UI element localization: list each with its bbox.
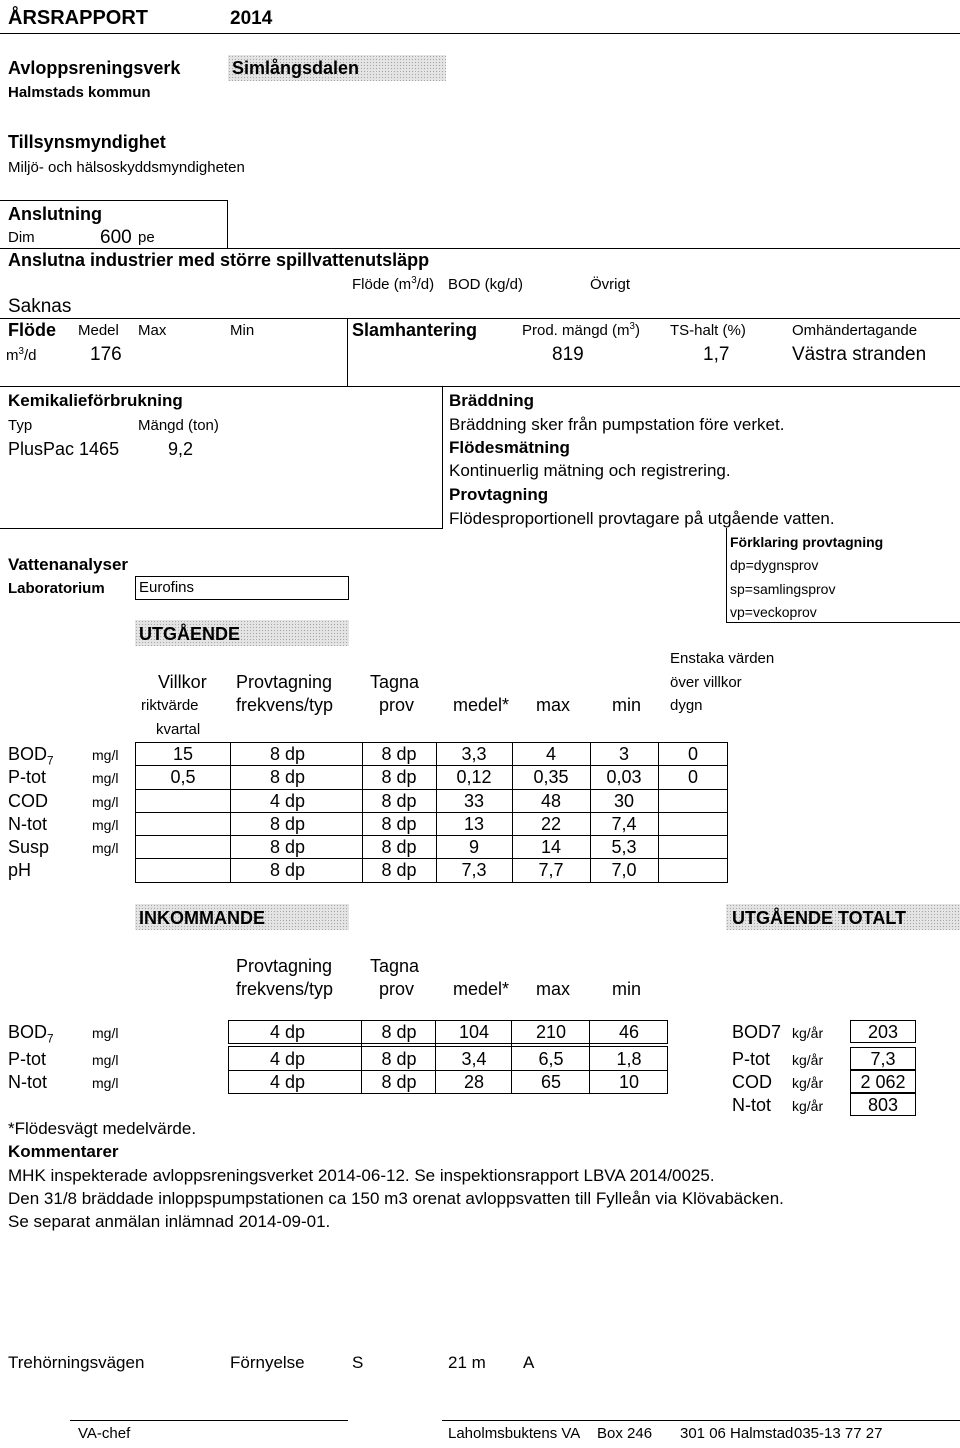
signature-line <box>442 1420 960 1421</box>
sludge-ts-label: TS-halt (%) <box>670 322 746 339</box>
divider <box>229 1070 667 1071</box>
total-param: BOD7 <box>732 1022 782 1042</box>
out-villkor: 0,5 <box>170 767 196 787</box>
divider <box>0 318 960 319</box>
divider <box>0 528 443 529</box>
out-unit: mg/l <box>92 747 119 763</box>
in-max: 210 <box>535 1022 567 1042</box>
out-medel: 9 <box>468 837 479 857</box>
out-medel: 7,3 <box>461 860 487 880</box>
out-over: 0 <box>687 744 698 764</box>
out-unit: mg/l <box>92 770 119 786</box>
chemicals-label: Kemikalieförbrukning <box>8 391 183 410</box>
out-medel: 33 <box>463 791 485 811</box>
chemical-type-value: PlusPac 1465 <box>8 439 120 459</box>
total-param: N-tot <box>732 1095 772 1115</box>
in-prov: 8 dp <box>381 1072 417 1092</box>
dim-label: Dim <box>8 229 35 246</box>
total-unit: kg/år <box>792 1052 824 1068</box>
in-freq: 4 dp <box>270 1049 306 1069</box>
prov-header: prov <box>379 695 415 715</box>
sludge-ts-value: 1,7 <box>703 344 730 365</box>
footer-phone: 035-13 77 27 <box>794 1425 883 1442</box>
in-freq: 4 dp <box>270 1022 306 1042</box>
out-max: 0,35 <box>533 767 569 787</box>
divider <box>227 200 228 248</box>
flow-medel-value: 176 <box>90 344 122 365</box>
outgoing-title: UTGÅENDE <box>139 624 241 644</box>
connection-label: Anslutning <box>8 204 102 224</box>
total-unit: kg/år <box>792 1075 824 1091</box>
out-max: 48 <box>540 791 562 811</box>
industries-label: Anslutna industrier med större spillvattenutsläpp <box>8 250 430 270</box>
in-prov-header: prov <box>379 979 415 999</box>
total-param: P-tot <box>732 1049 771 1069</box>
footnote: *Flödesvägt medelvärde. <box>8 1119 197 1138</box>
plant-name: Simlångsdalen <box>232 58 360 78</box>
authority-label: Tillsynsmyndighet <box>8 132 166 152</box>
laboratory-value: Eurofins <box>139 579 195 596</box>
flow-medel-label: Medel <box>78 322 119 339</box>
out-villkor: 15 <box>172 744 194 764</box>
flow-unit: $m^3/d$ <box>6 346 37 364</box>
in-freq: 4 dp <box>270 1072 306 1092</box>
in-min: 1,8 <box>616 1049 642 1069</box>
comment-line-3: Se separat anmälan inlämnad 2014-09-01. <box>8 1212 331 1231</box>
flow-column-header: Flöde $(m^3/d)$ <box>352 275 435 293</box>
exceed-header-1: Enstaka värden <box>670 650 775 667</box>
out-min: 30 <box>613 791 635 811</box>
in-tagna-header: Tagna <box>370 956 420 976</box>
divider <box>0 386 960 387</box>
dim-value: 600 <box>100 227 132 248</box>
in-param: $BOD_7$ <box>8 1022 54 1046</box>
out-prov: 8 dp <box>381 860 417 880</box>
in-medel: 104 <box>458 1022 490 1042</box>
footer-address: Trehörningsvägen <box>8 1353 145 1372</box>
kvartal-header: kvartal <box>156 721 201 738</box>
out-freq: 8 dp <box>270 814 306 834</box>
tagna-header: Tagna <box>370 672 420 692</box>
signature-line <box>70 1420 348 1421</box>
out-param: $BOD_7$ <box>8 744 54 768</box>
overflow-text: Bräddning sker från pumpstation före verket. <box>449 415 785 434</box>
footer-m: 21 m <box>448 1353 486 1372</box>
in-max: 65 <box>540 1072 562 1092</box>
flow-measurement-text: Kontinuerlig mätning och registrering. <box>449 461 731 480</box>
municipality: Halmstads kommun <box>8 84 151 101</box>
chemical-amount-label: Mängd (ton) <box>138 417 219 434</box>
out-unit: mg/l <box>92 817 119 833</box>
in-prov: 8 dp <box>381 1022 417 1042</box>
out-min: 3 <box>618 744 629 764</box>
in-unit: mg/l <box>92 1025 119 1041</box>
comments-label: Kommentarer <box>8 1142 119 1161</box>
divider <box>136 812 727 813</box>
sludge-label: Slamhantering <box>352 320 478 340</box>
footer-fornyelse: Förnyelse <box>230 1353 305 1372</box>
out-unit: mg/l <box>92 794 119 810</box>
out-freq: 8 dp <box>270 744 306 764</box>
out-prov: 8 dp <box>381 814 417 834</box>
out-prov: 8 dp <box>381 791 417 811</box>
report-title: ÅRSRAPPORT <box>8 7 149 29</box>
sampling-text: Flödesproportionell provtagare på utgående vatten. <box>449 509 835 528</box>
flow-max-label: Max <box>138 322 167 339</box>
laboratory-label: Laboratorium <box>8 580 105 597</box>
divider <box>726 528 727 623</box>
water-analyses-label: Vattenanalyser <box>8 555 129 574</box>
footer-role: VA-chef <box>78 1425 131 1442</box>
out-param: Susp <box>8 837 50 857</box>
total-value: 803 <box>867 1095 899 1115</box>
min-header: min <box>612 695 642 715</box>
legend-vp: vp=veckoprov <box>730 604 817 620</box>
out-unit: mg/l <box>92 840 119 856</box>
out-min: 5,3 <box>611 837 637 857</box>
divider <box>136 858 727 859</box>
industries-value: Saknas <box>8 296 72 317</box>
provtagning-header: Provtagning <box>236 672 333 692</box>
divider <box>347 318 348 386</box>
out-param: P-tot <box>8 767 47 787</box>
max-header: max <box>536 695 571 715</box>
overflow-label: Bräddning <box>449 391 534 410</box>
total-unit: kg/år <box>792 1098 824 1114</box>
riktvarde-header: riktvärde <box>141 697 199 714</box>
footer-org: Laholmsbuktens VA <box>448 1425 581 1442</box>
medel-header: medel* <box>453 695 510 715</box>
out-param: pH <box>8 860 32 880</box>
out-max: 14 <box>540 837 562 857</box>
chemical-type-label: Typ <box>8 417 33 434</box>
in-medel-header: medel* <box>453 979 510 999</box>
out-medel: 13 <box>463 814 485 834</box>
out-param: N-tot <box>8 814 48 834</box>
total-unit: kg/år <box>792 1025 824 1041</box>
divider <box>726 622 960 623</box>
out-min: 7,0 <box>611 860 637 880</box>
total-value: 7,3 <box>870 1049 896 1069</box>
comment-line-1: MHK inspekterade avloppsreningsverket 2014-06-12. Se inspektionsrapport LBVA 2014/0025. <box>8 1166 715 1185</box>
out-prov: 8 dp <box>381 767 417 787</box>
out-prov: 8 dp <box>381 744 417 764</box>
divider <box>0 248 960 249</box>
legend-dp: dp=dygnsprov <box>730 557 819 573</box>
in-medel: 3,4 <box>461 1049 487 1069</box>
plant-label: Avloppsreningsverk <box>8 58 181 78</box>
in-min: 10 <box>618 1072 640 1092</box>
footer-a: A <box>523 1353 535 1372</box>
sludge-handling-label: Omhändertagande <box>792 322 918 339</box>
comment-line-2: Den 31/8 bräddade inloppspumpstationen ca 150 m3 orenat avloppsvatten till Fylleån via Klövabäcken. <box>8 1189 784 1208</box>
flow-measurement-label: Flödesmätning <box>449 438 570 457</box>
total-value: 203 <box>867 1022 899 1042</box>
out-medel: 3,3 <box>461 744 487 764</box>
in-unit: mg/l <box>92 1052 119 1068</box>
sampling-label: Provtagning <box>449 485 549 504</box>
out-max: 4 <box>545 744 556 764</box>
legend-sp: sp=samlingsprov <box>730 581 836 597</box>
in-prov: 8 dp <box>381 1049 417 1069</box>
in-param: N-tot <box>8 1072 48 1092</box>
sludge-prod-value: 819 <box>552 344 584 365</box>
divider <box>0 200 228 201</box>
authority-name: Miljö- och hälsoskyddsmyndigheten <box>8 159 245 176</box>
frekvens-header: frekvens/typ <box>236 695 334 715</box>
in-min: 46 <box>618 1022 640 1042</box>
flow-min-label: Min <box>230 322 255 339</box>
legend-title: Förklaring provtagning <box>730 534 884 550</box>
out-min: 0,03 <box>606 767 642 787</box>
in-param: P-tot <box>8 1049 47 1069</box>
bod-column-header: BOD (kg/d) <box>448 276 524 293</box>
out-prov: 8 dp <box>381 837 417 857</box>
out-param: COD <box>8 791 48 811</box>
divider <box>442 386 443 528</box>
other-column-header: Övrigt <box>590 276 631 293</box>
divider <box>0 33 960 34</box>
out-medel: 0,12 <box>456 767 492 787</box>
out-freq: 8 dp <box>270 837 306 857</box>
sludge-prod-label: Prod. mängd $(m^3)$ <box>522 321 640 339</box>
out-freq: 8 dp <box>270 767 306 787</box>
out-over: 0 <box>687 767 698 787</box>
footer-s: S <box>352 1353 364 1372</box>
exceed-header-2: över villkor <box>670 674 742 691</box>
flow-label: Flöde <box>8 320 56 340</box>
footer-city: 301 06 Halmstad <box>680 1425 794 1442</box>
out-freq: 8 dp <box>270 860 306 880</box>
chemical-amount-value: 9,2 <box>168 439 194 459</box>
total-value: 2 062 <box>860 1072 906 1092</box>
exceed-header-3: dygn <box>670 697 703 714</box>
in-min-header: min <box>612 979 642 999</box>
in-unit: mg/l <box>92 1075 119 1091</box>
in-provtagning-header: Provtagning <box>236 956 333 976</box>
out-max: 7,7 <box>538 860 564 880</box>
in-frekvens-header: frekvens/typ <box>236 979 334 999</box>
footer-box: Box 246 <box>597 1425 653 1442</box>
dim-unit: pe <box>138 229 155 246</box>
out-min: 7,4 <box>611 814 637 834</box>
in-max-header: max <box>536 979 571 999</box>
in-max: 6,5 <box>538 1049 564 1069</box>
divider <box>136 765 727 766</box>
in-medel: 28 <box>463 1072 485 1092</box>
incoming-title: INKOMMANDE <box>139 908 265 928</box>
total-param: COD <box>732 1072 772 1092</box>
out-freq: 4 dp <box>270 791 306 811</box>
divider <box>136 789 727 790</box>
total-title: UTGÅENDE TOTALT <box>732 908 906 928</box>
villkor-header: Villkor <box>158 672 207 692</box>
sludge-handling-value: Västra stranden <box>792 344 927 365</box>
out-max: 22 <box>540 814 562 834</box>
divider <box>136 835 727 836</box>
report-year: 2014 <box>230 8 273 29</box>
